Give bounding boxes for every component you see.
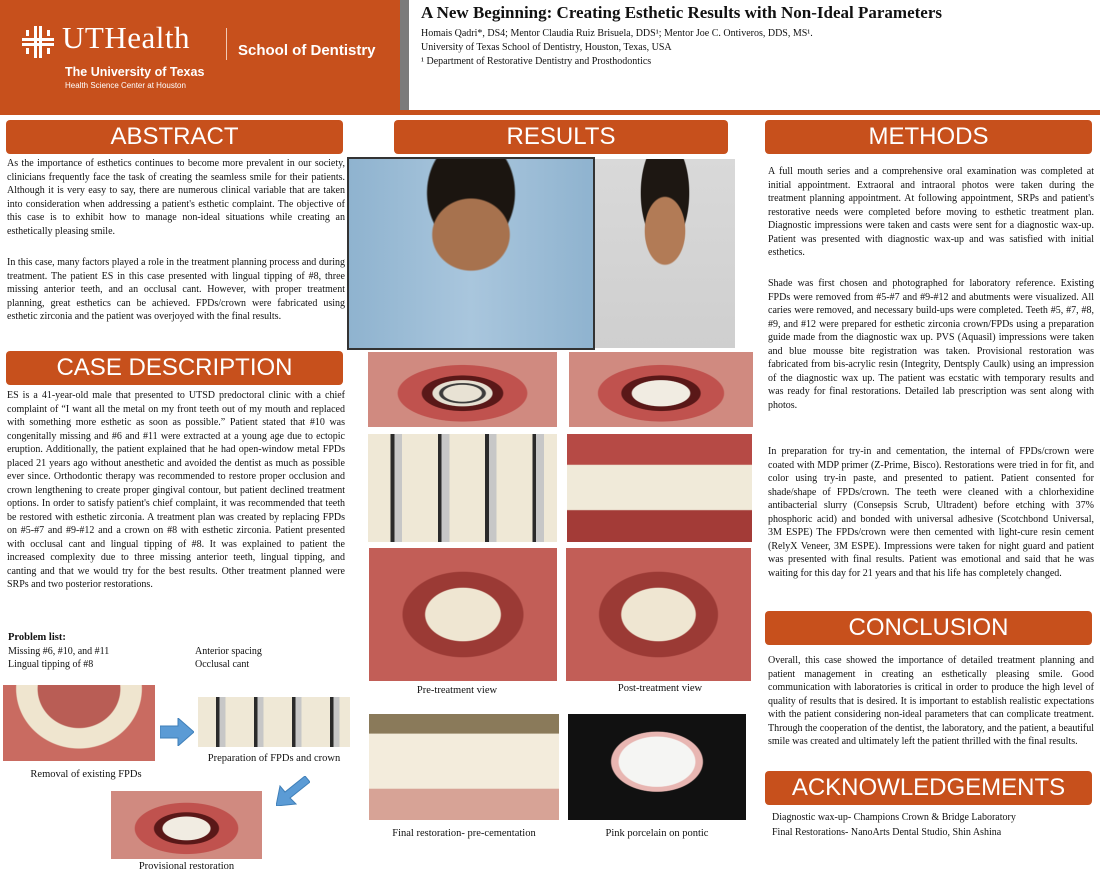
- abstract-paragraph-1: As the importance of esthetics continues to become more prevalent in our society, clinicians frequently face the task of creating the seamless smile for their patients. Although it is very easy to say, there are numerous clinical variable that are taken into consideration when addressing a patient's esthetic complaint. The objective of this case is to exhibit how to manage non-ideal situations while creating an esthetically pleasing smile.: [7, 158, 345, 237]
- case-description-heading: CASE DESCRIPTION: [6, 351, 343, 385]
- arrow-down-left-icon: [276, 776, 310, 806]
- poster-title: A New Beginning: Creating Esthetic Results with Non-Ideal Parameters: [421, 3, 942, 22]
- photo-pre-smile: [368, 352, 557, 427]
- logo-uthealth-text: UTHealth: [62, 20, 190, 55]
- caption-preparation: Preparation of FPDs and crown: [207, 753, 341, 764]
- photo-provisional: [111, 791, 262, 859]
- arrow-right-icon: [160, 718, 194, 746]
- photo-post-treatment-face: [595, 159, 735, 348]
- methods-paragraph-3: In preparation for try-in and cementation, the internal of FPDs/crown were coated with MDP primer (Z-Prime, Bisco). Restorations were tried in for fit, and color using try-in paste, and presented to patient. Patient consented for shade/shape of FPDs/crown. The teeth were cleaned with a chlorhexidine antibacterial slurry (Consepsis Scrub, Ultradent) before etching with 37% phosphoric acid) and bonded with universal adhesive (Scotchbond Universal, 3M ESPE) The FPDs/crown were then cemented with light-cure resin cement (RelyX Veneer, 3M ESPE). Impressions were taken for night guard and patient was presented with final results. Patient was emotional and said that he was waiting for this day for 21 years and that his life has completely changed.: [768, 446, 1094, 579]
- problem-item: Occlusal cant: [195, 659, 250, 670]
- abstract-paragraph-2: In this case, many factors played a role in the treatment planning process and during treatment. The patient ES in this case presented with lingual tipping of #8, three missing anterior teeth, and an occlusal cant. However, with proper treatment planning, great esthetics can be achieved. FPDs/crown were fabricated using esthetic zirconia and the patient was overjoyed with the final results.: [7, 257, 345, 322]
- methods-paragraph-1: A full mouth series and a comprehensive oral examination was completed at initial appointment. Extraoral and intraoral photos were taken during the treatment planning appointment. At following appointment, SRPs and patient's restorative needs were completed before moving to esthetic treatment plan. Diagnostic impressions were taken and casts were sent for a diagnostic wax-up. Patient was presented with diagnostic wax-up and was satisfied with initial esthetics.: [768, 166, 1094, 258]
- photo-final-restoration: [369, 714, 559, 820]
- case-description-paragraph: ES is a 41-year-old male that presented to UTSD predoctoral clinic with a chief complaint of “I want all the metal on my front teeth out of my mouth and replaced with something more esthetic as soon as possible.” Patient stated that #10 was congenitally missing and #6 and #11 were extracted at a young age due to ectopic eruption. Additionally, the patient explained that he had open-window metal FPDs placed 21 years ago without anesthetic and avoided the dentist as much as possible ever since. Orthodontic therapy was recommended to restore proper occlusion and crown lengthening to create proper gingival contour, but patient declined treatment options. In order to satisfy patient's chief complaint, it was recommended that teeth be restored with esthetic zirconia. A treatment plan was created by replacing FPDs on #5-#7 and #9-#12 and a crown on #8 with esthetic zirconia. Patient presented with occlusal cant and lingual tipping of #8. It was explained to patient the increased complexity due to three missing anterior teeth, lingual tipping, and canting and that we would try for the best results. Other treatment planned were SRPs and two posterior restorations.: [7, 390, 345, 590]
- photo-pre-occlusal: [369, 548, 557, 681]
- authors: Homais Qadri*, DS4; Mentor Claudia Ruiz Brisuela, DDS¹; Mentor Joe C. Ontiveros, DDS, MS¹.: [421, 28, 813, 39]
- department: ¹ Department of Restorative Dentistry and Prosthodontics: [421, 56, 652, 67]
- methods-heading: METHODS: [765, 120, 1092, 154]
- caption-removal-fpds: Removal of existing FPDs: [30, 769, 142, 780]
- photo-post-smile: [569, 352, 753, 427]
- problem-list-title: Problem list:: [8, 632, 66, 643]
- photo-preparation: [198, 697, 350, 747]
- problem-item: Lingual tipping of #8: [8, 659, 94, 670]
- photo-pre-treatment-face: [347, 157, 595, 350]
- caption-final-restoration: Final restoration- pre-cementation: [392, 828, 536, 839]
- caption-provisional: Provisional restoration: [138, 861, 235, 872]
- photo-removal-fpds: [3, 685, 155, 761]
- conclusion-paragraph: Overall, this case showed the importance of detailed treatment planning and patient management in creating an esthetically pleasing smile. Good communication with laboratories is critical in order to produce the high level of quality of results that is desired. It is important to establish realistic expectations with the patient considering non-ideal parameters that can complicate treatment. Through the cooperation of the dentist, the laboratory, and the patient, a beautiful smile was created and ultimately left the patient thrilled with the final results.: [768, 655, 1094, 747]
- logo-university-text: The University of Texas: [65, 65, 205, 79]
- photo-pink-porcelain: [568, 714, 746, 820]
- photo-pre-retracted: [368, 434, 557, 542]
- conclusion-heading: CONCLUSION: [765, 611, 1092, 645]
- problem-item: Missing #6, #10, and #11: [8, 646, 110, 657]
- logo-hsc-text: Health Science Center at Houston: [65, 81, 186, 90]
- acknowledgement-line: Final Restorations- NanoArts Dental Studio, Shin Ashina: [772, 827, 1002, 838]
- photo-post-occlusal: [566, 548, 751, 681]
- acknowledgements-heading: ACKNOWLEDGEMENTS: [765, 771, 1092, 805]
- affiliation: University of Texas School of Dentistry, Houston, Texas, USA: [421, 42, 672, 53]
- caption-pre-treatment: Pre-treatment view: [416, 685, 498, 696]
- logo-school-text: School of Dentistry: [238, 42, 376, 59]
- photo-post-retracted: [567, 434, 752, 542]
- logo-separator: [226, 28, 227, 60]
- methods-paragraph-2: Shade was first chosen and photographed for laboratory reference. Existing FPDs were removed from #5-#7 and #9-#12 and abutments were visualized. All caries were removed, and necessary build-ups were completed. Teeth #5, #7, #8, #9, and #12 were prepared for esthetic zirconia crown/FPDs using a preparation guide made from the diagnostic wax up. PVS (Aquasil) impressions were taken and blue mousse bite registration was taken. Provisional restoration was fabricated from bis-acrylic resin (Integrity, Dentsply Caulk) using an impression of the diagnostic wax up. The patient was ecstatic with temporary results and was ready for final restorations. Detailed lab prescription was sent along with photos.: [768, 278, 1094, 411]
- results-heading: RESULTS: [394, 120, 728, 154]
- problem-item: Anterior spacing: [195, 646, 262, 657]
- caption-pink-porcelain: Pink porcelain on pontic: [605, 828, 709, 839]
- abstract-heading: ABSTRACT: [6, 120, 343, 154]
- caption-post-treatment: Post-treatment view: [617, 683, 703, 694]
- header-divider: [400, 0, 409, 110]
- acknowledgement-line: Diagnostic wax-up- Champions Crown & Bridge Laboratory: [772, 812, 1016, 823]
- header-bottom-bar: [0, 110, 1100, 115]
- uthealth-logo-icon: [22, 26, 54, 58]
